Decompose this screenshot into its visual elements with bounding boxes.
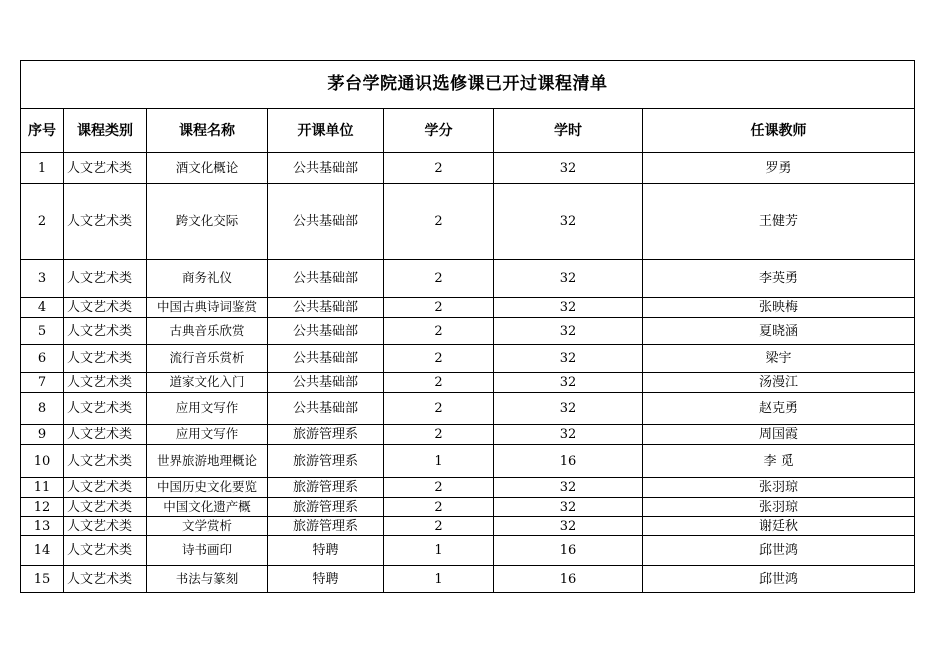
col-header-unit: 开课单位: [268, 109, 384, 153]
cell-hours: 16: [494, 445, 643, 478]
cell-course: 酒文化概论: [147, 153, 268, 184]
cell-teacher: 李 觅: [643, 445, 915, 478]
cell-unit: 公共基础部: [268, 373, 384, 393]
cell-teacher: 李英勇: [643, 260, 915, 298]
cell-no: 15: [21, 566, 64, 593]
cell-no: 11: [21, 478, 64, 498]
cell-category: 人文艺术类: [64, 184, 147, 260]
table-row: [21, 184, 915, 260]
cell-category: 人文艺术类: [64, 445, 147, 478]
cell-hours: 32: [494, 393, 643, 425]
cell-unit: 公共基础部: [268, 298, 384, 318]
cell-credit: 1: [384, 445, 494, 478]
cell-category: 人文艺术类: [64, 318, 147, 345]
cell-credit: 1: [384, 566, 494, 593]
table-row: [21, 425, 915, 445]
cell-credit: 2: [384, 345, 494, 373]
table-row: [21, 153, 915, 184]
cell-category: 人文艺术类: [64, 345, 147, 373]
cell-no: 8: [21, 393, 64, 425]
cell-teacher: 王健芳: [643, 184, 915, 260]
cell-no: 9: [21, 425, 64, 445]
table-row: [21, 517, 915, 536]
cell-unit: 特聘: [268, 536, 384, 566]
cell-credit: 2: [384, 393, 494, 425]
cell-hours: 32: [494, 425, 643, 445]
cell-teacher: 邱世鸿: [643, 536, 915, 566]
cell-no: 2: [21, 184, 64, 260]
cell-hours: 32: [494, 517, 643, 536]
cell-course: 文学赏析: [147, 517, 268, 536]
cell-credit: 2: [384, 373, 494, 393]
col-header-hours: 学时: [494, 109, 643, 153]
table-row: [21, 298, 915, 318]
cell-teacher: 张羽琼: [643, 498, 915, 517]
cell-category: 人文艺术类: [64, 393, 147, 425]
cell-credit: 2: [384, 298, 494, 318]
cell-credit: 2: [384, 260, 494, 298]
cell-course: 道家文化入门: [147, 373, 268, 393]
cell-credit: 2: [384, 478, 494, 498]
table-row: [21, 393, 915, 425]
cell-credit: 2: [384, 498, 494, 517]
cell-teacher: 邱世鸿: [643, 566, 915, 593]
cell-unit: 旅游管理系: [268, 445, 384, 478]
cell-category: 人文艺术类: [64, 425, 147, 445]
cell-no: 13: [21, 517, 64, 536]
cell-no: 6: [21, 345, 64, 373]
cell-course: 跨文化交际: [147, 184, 268, 260]
cell-course: 中国古典诗词鉴赏: [147, 298, 268, 318]
cell-teacher: 周国霞: [643, 425, 915, 445]
cell-hours: 32: [494, 184, 643, 260]
cell-unit: 公共基础部: [268, 345, 384, 373]
cell-unit: 公共基础部: [268, 153, 384, 184]
table-row: [21, 536, 915, 566]
cell-course: 书法与篆刻: [147, 566, 268, 593]
cell-unit: 公共基础部: [268, 318, 384, 345]
cell-course: 流行音乐赏析: [147, 345, 268, 373]
cell-unit: 旅游管理系: [268, 478, 384, 498]
cell-hours: 32: [494, 298, 643, 318]
cell-credit: 2: [384, 153, 494, 184]
cell-course: 古典音乐欣赏: [147, 318, 268, 345]
cell-unit: 公共基础部: [268, 393, 384, 425]
cell-course: 应用文写作: [147, 393, 268, 425]
cell-course: 诗书画印: [147, 536, 268, 566]
cell-category: 人文艺术类: [64, 498, 147, 517]
cell-hours: 16: [494, 536, 643, 566]
col-header-no: 序号: [21, 109, 64, 153]
cell-no: 12: [21, 498, 64, 517]
cell-no: 4: [21, 298, 64, 318]
cell-course: 中国历史文化要览: [147, 478, 268, 498]
cell-no: 1: [21, 153, 64, 184]
cell-category: 人文艺术类: [64, 260, 147, 298]
cell-teacher: 汤漫江: [643, 373, 915, 393]
cell-category: 人文艺术类: [64, 517, 147, 536]
cell-unit: 公共基础部: [268, 184, 384, 260]
cell-no: 14: [21, 536, 64, 566]
cell-category: 人文艺术类: [64, 153, 147, 184]
cell-hours: 32: [494, 373, 643, 393]
cell-teacher: 谢廷秋: [643, 517, 915, 536]
cell-teacher: 罗勇: [643, 153, 915, 184]
cell-hours: 32: [494, 498, 643, 517]
cell-category: 人文艺术类: [64, 478, 147, 498]
cell-hours: 32: [494, 153, 643, 184]
cell-course: 商务礼仪: [147, 260, 268, 298]
cell-hours: 16: [494, 566, 643, 593]
cell-hours: 32: [494, 318, 643, 345]
cell-teacher: 张羽琼: [643, 478, 915, 498]
cell-credit: 2: [384, 318, 494, 345]
cell-no: 3: [21, 260, 64, 298]
cell-credit: 2: [384, 184, 494, 260]
col-header-course: 课程名称: [147, 109, 268, 153]
cell-course: 应用文写作: [147, 425, 268, 445]
table-row: [21, 445, 915, 478]
cell-category: 人文艺术类: [64, 566, 147, 593]
table-row: [21, 566, 915, 593]
course-list-table: [20, 60, 915, 593]
cell-hours: 32: [494, 260, 643, 298]
cell-no: 5: [21, 318, 64, 345]
table-row: [21, 318, 915, 345]
cell-teacher: 赵克勇: [643, 393, 915, 425]
cell-unit: 旅游管理系: [268, 425, 384, 445]
cell-teacher: 张映梅: [643, 298, 915, 318]
cell-category: 人文艺术类: [64, 298, 147, 318]
cell-credit: 2: [384, 517, 494, 536]
table-row: [21, 345, 915, 373]
col-header-teacher: 任课教师: [643, 109, 915, 153]
cell-teacher: 梁宇: [643, 345, 915, 373]
cell-teacher: 夏晓涵: [643, 318, 915, 345]
cell-unit: 特聘: [268, 566, 384, 593]
cell-hours: 32: [494, 345, 643, 373]
sheet-title: 茅台学院通识选修课已开过课程清单: [21, 61, 915, 109]
cell-course: 中国文化遗产概: [147, 498, 268, 517]
cell-no: 7: [21, 373, 64, 393]
cell-credit: 2: [384, 425, 494, 445]
cell-unit: 旅游管理系: [268, 517, 384, 536]
col-header-credit: 学分: [384, 109, 494, 153]
cell-no: 10: [21, 445, 64, 478]
table-row: [21, 478, 915, 498]
cell-unit: 旅游管理系: [268, 498, 384, 517]
cell-unit: 公共基础部: [268, 260, 384, 298]
table-row: [21, 260, 915, 298]
col-header-category: 课程类别: [64, 109, 147, 153]
header-row: [21, 109, 915, 153]
cell-category: 人文艺术类: [64, 373, 147, 393]
cell-credit: 1: [384, 536, 494, 566]
cell-course: 世界旅游地理概论: [147, 445, 268, 478]
cell-hours: 32: [494, 478, 643, 498]
cell-category: 人文艺术类: [64, 536, 147, 566]
table-row: [21, 373, 915, 393]
table-row: [21, 498, 915, 517]
